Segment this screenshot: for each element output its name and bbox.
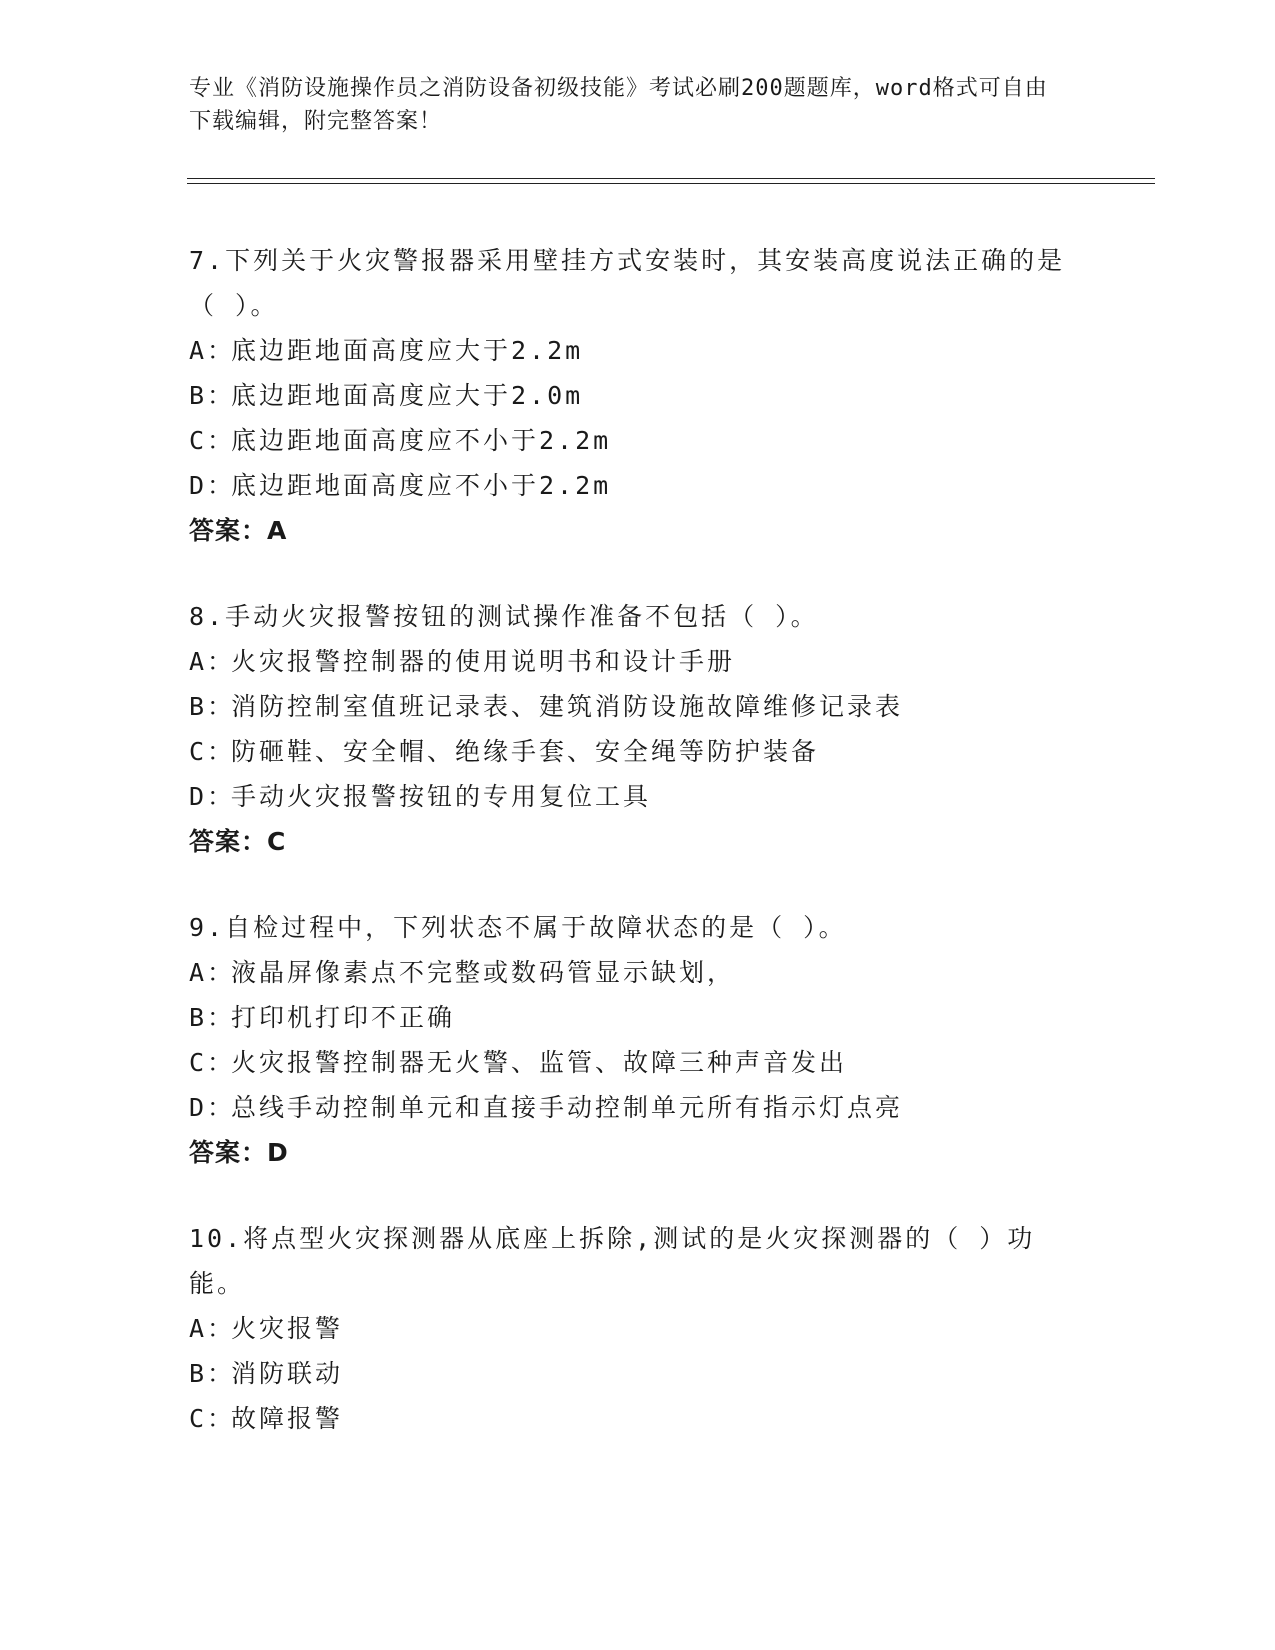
option-b <box>189 995 1069 1040</box>
question-9 <box>189 905 1069 1175</box>
option-letter: C： <box>189 1404 236 1433</box>
option-c <box>189 729 1069 774</box>
option-letter: C： <box>189 737 236 766</box>
question-7 <box>189 238 1069 553</box>
option-text: 总线手动控制单元和直接手动控制单元所有指示灯点亮 <box>231 1093 904 1122</box>
question-10 <box>189 1216 1069 1441</box>
option-letter: D： <box>189 471 236 500</box>
option-text: 火灾报警 <box>231 1314 344 1343</box>
option-text: 打印机打印不正确 <box>231 1003 456 1032</box>
option-a <box>189 1306 1069 1351</box>
option-letter: B： <box>189 1003 236 1032</box>
option-d <box>189 774 1069 819</box>
option-text: 手动火灾报警按钮的专用复位工具 <box>231 782 652 811</box>
header-text: 专业《消防设施操作员之消防设备初级技能》考试必刷200题题库，word格式可自由下载编辑，附完整答案！ <box>189 76 1048 134</box>
option-text: 消防控制室值班记录表、建筑消防设施故障维修记录表 <box>231 692 904 721</box>
option-letter: D： <box>189 1093 236 1122</box>
option-letter: C： <box>189 426 236 455</box>
option-letter: A： <box>189 336 236 365</box>
option-text: 防砸鞋、安全帽、绝缘手套、安全绳等防护装备 <box>231 737 820 766</box>
question-8 <box>189 594 1069 864</box>
answer-line: 答案：D <box>189 1138 289 1167</box>
option-letter: A： <box>189 958 236 987</box>
option-d <box>189 1085 1069 1130</box>
option-a <box>189 950 1069 995</box>
option-letter: A： <box>189 647 236 676</box>
answer-line: 答案：A <box>189 516 288 545</box>
option-text: 底边距地面高度应不小于2.2m <box>231 471 612 500</box>
answer-line: 答案：C <box>189 827 287 856</box>
option-text: 底边距地面高度应大于2.0m <box>231 381 584 410</box>
option-c <box>189 1396 1069 1441</box>
option-b <box>189 1351 1069 1396</box>
option-b <box>189 684 1069 729</box>
option-text: 液晶屏像素点不完整或数码管显示缺划， <box>231 958 736 987</box>
option-a <box>189 639 1069 684</box>
question-text: 9.自检过程中，下列状态不属于故障状态的是（ ）。 <box>189 913 847 942</box>
question-text: 8.手动火灾报警按钮的测试操作准备不包括（ ）。 <box>189 602 819 631</box>
option-c <box>189 418 1069 463</box>
option-b <box>189 373 1069 418</box>
option-letter: B： <box>189 381 236 410</box>
question-text: 10.将点型火灾探测器从底座上拆除,测试的是火灾探测器的（ ）功能。 <box>189 1224 1036 1298</box>
question-text: 7.下列关于火灾警报器采用壁挂方式安装时，其安装高度说法正确的是（ ）。 <box>189 246 1066 320</box>
option-text: 火灾报警控制器无火警、监管、故障三种声音发出 <box>231 1048 848 1077</box>
option-a <box>189 328 1069 373</box>
option-letter: C： <box>189 1048 236 1077</box>
document-header <box>189 72 1069 138</box>
option-text: 故障报警 <box>231 1404 344 1433</box>
option-letter: B： <box>189 1359 236 1388</box>
option-text: 底边距地面高度应大于2.2m <box>231 336 584 365</box>
option-letter: D： <box>189 782 236 811</box>
header-divider-top <box>187 178 1155 179</box>
option-d <box>189 463 1069 508</box>
option-letter: B： <box>189 692 236 721</box>
option-letter: A： <box>189 1314 236 1343</box>
question-list <box>189 238 1069 1482</box>
option-text: 底边距地面高度应不小于2.2m <box>231 426 612 455</box>
header-divider-bottom <box>187 183 1155 184</box>
option-text: 火灾报警控制器的使用说明书和设计手册 <box>231 647 736 676</box>
option-c <box>189 1040 1069 1085</box>
option-text: 消防联动 <box>231 1359 344 1388</box>
